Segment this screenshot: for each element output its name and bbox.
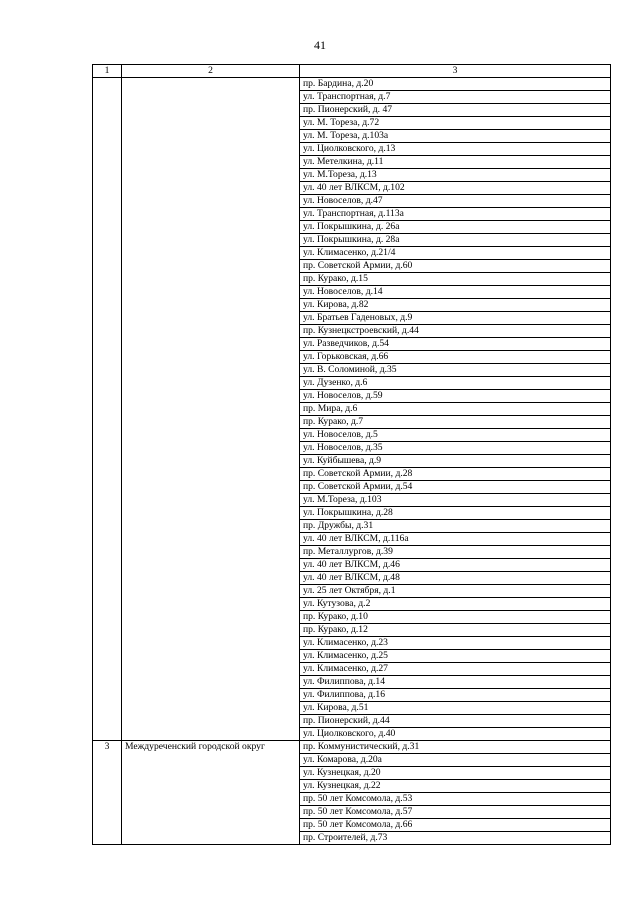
address-cell: ул. Циолковского, д.40 bbox=[300, 728, 611, 741]
address-cell: ул. 40 лет ВЛКСМ, д.116а bbox=[300, 533, 611, 546]
address-cell: ул. В. Соломиной, д.35 bbox=[300, 364, 611, 377]
address-cell: пр. Кузнецкстроевский, д.44 bbox=[300, 325, 611, 338]
table-body bbox=[93, 78, 611, 845]
address-cell: ул. Кузнецкая, д.20 bbox=[300, 767, 611, 780]
address-cell: ул. Филиппова, д.14 bbox=[300, 676, 611, 689]
address-cell: ул. Разведчиков, д.54 bbox=[300, 338, 611, 351]
address-cell: пр. Строителей, д.73 bbox=[300, 832, 611, 845]
district-name-cell: Междуреченский городской округ bbox=[122, 741, 300, 845]
address-cell: ул. 40 лет ВЛКСМ, д.102 bbox=[300, 182, 611, 195]
address-cell: ул. Горьковская, д.66 bbox=[300, 351, 611, 364]
address-cell: ул. Новоселов, д.14 bbox=[300, 286, 611, 299]
address-cell: ул. Климасенко, д.27 bbox=[300, 663, 611, 676]
address-cell: ул. 40 лет ВЛКСМ, д.46 bbox=[300, 559, 611, 572]
address-cell: пр. Бардина, д.20 bbox=[300, 78, 611, 91]
table-header-row bbox=[93, 65, 611, 78]
address-cell: ул. 40 лет ВЛКСМ, д.48 bbox=[300, 572, 611, 585]
table-row bbox=[93, 741, 611, 754]
address-cell: пр. Коммунистический, д.31 bbox=[300, 741, 611, 754]
row-number-cell: 3 bbox=[93, 741, 122, 845]
address-cell: ул. Покрышкина, д. 28а bbox=[300, 234, 611, 247]
address-cell: ул. Новоселов, д.5 bbox=[300, 429, 611, 442]
address-cell: ул. М. Тореза, д.103а bbox=[300, 130, 611, 143]
address-cell: ул. Циолковского, д.13 bbox=[300, 143, 611, 156]
address-cell: пр. Курако, д.15 bbox=[300, 273, 611, 286]
address-cell: пр. 50 лет Комсомола, д.53 bbox=[300, 793, 611, 806]
address-cell: пр. Курако, д.7 bbox=[300, 416, 611, 429]
address-cell: пр. Советской Армии, д.54 bbox=[300, 481, 611, 494]
address-cell: пр. Мира, д.6 bbox=[300, 403, 611, 416]
address-cell: ул. Кирова, д.82 bbox=[300, 299, 611, 312]
address-cell: ул. Кирова, д.51 bbox=[300, 702, 611, 715]
address-cell: ул. Климасенко, д.25 bbox=[300, 650, 611, 663]
address-cell: пр. 50 лет Комсомола, д.66 bbox=[300, 819, 611, 832]
address-cell: пр. Дружбы, д.31 bbox=[300, 520, 611, 533]
row-number-cell bbox=[93, 78, 122, 741]
address-cell: ул. Куйбышева, д.9 bbox=[300, 455, 611, 468]
address-cell: пр. Пионерский, д. 47 bbox=[300, 104, 611, 117]
address-cell: пр. Пионерский, д.44 bbox=[300, 715, 611, 728]
address-cell: ул. М.Тореза, д.103 bbox=[300, 494, 611, 507]
address-cell: пр. Металлургов, д.39 bbox=[300, 546, 611, 559]
address-cell: ул. Новоселов, д.59 bbox=[300, 390, 611, 403]
header-col-1: 1 bbox=[93, 65, 122, 78]
address-cell: ул. Метелкина, д.11 bbox=[300, 156, 611, 169]
address-cell: пр. Советской Армии, д.60 bbox=[300, 260, 611, 273]
header-col-2: 2 bbox=[122, 65, 300, 78]
address-cell: ул. Транспортная, д.7 bbox=[300, 91, 611, 104]
address-cell: ул. Новоселов, д.47 bbox=[300, 195, 611, 208]
address-cell: пр. Курако, д.10 bbox=[300, 611, 611, 624]
address-cell: ул. Климасенко, д.21/4 bbox=[300, 247, 611, 260]
address-cell: пр. Курако, д.12 bbox=[300, 624, 611, 637]
address-cell: ул. М. Тореза, д.72 bbox=[300, 117, 611, 130]
table-row bbox=[93, 78, 611, 91]
address-cell: ул. Транспортная, д.113а bbox=[300, 208, 611, 221]
address-cell: пр. 50 лет Комсомола, д.57 bbox=[300, 806, 611, 819]
address-cell: ул. Покрышкина, д. 26а bbox=[300, 221, 611, 234]
address-cell: ул. Братьев Гаденовых, д.9 bbox=[300, 312, 611, 325]
address-cell: ул. Покрышкина, д.28 bbox=[300, 507, 611, 520]
address-cell: ул. Климасенко, д.23 bbox=[300, 637, 611, 650]
header-col-3: 3 bbox=[300, 65, 611, 78]
page-number: 41 bbox=[314, 38, 326, 52]
district-name-cell bbox=[122, 78, 300, 741]
address-cell: ул. М.Тореза, д.13 bbox=[300, 169, 611, 182]
address-cell: ул. Филиппова, д.16 bbox=[300, 689, 611, 702]
address-cell: ул. Новоселов, д.35 bbox=[300, 442, 611, 455]
address-cell: ул. Кутузова, д.2 bbox=[300, 598, 611, 611]
address-cell: ул. Кузнецкая, д.22 bbox=[300, 780, 611, 793]
address-table bbox=[92, 64, 611, 845]
address-cell: ул. 25 лет Октября, д.1 bbox=[300, 585, 611, 598]
address-cell: ул. Дузенко, д.6 bbox=[300, 377, 611, 390]
address-cell: пр. Советской Армии, д.28 bbox=[300, 468, 611, 481]
address-cell: ул. Комарова, д.20а bbox=[300, 754, 611, 767]
